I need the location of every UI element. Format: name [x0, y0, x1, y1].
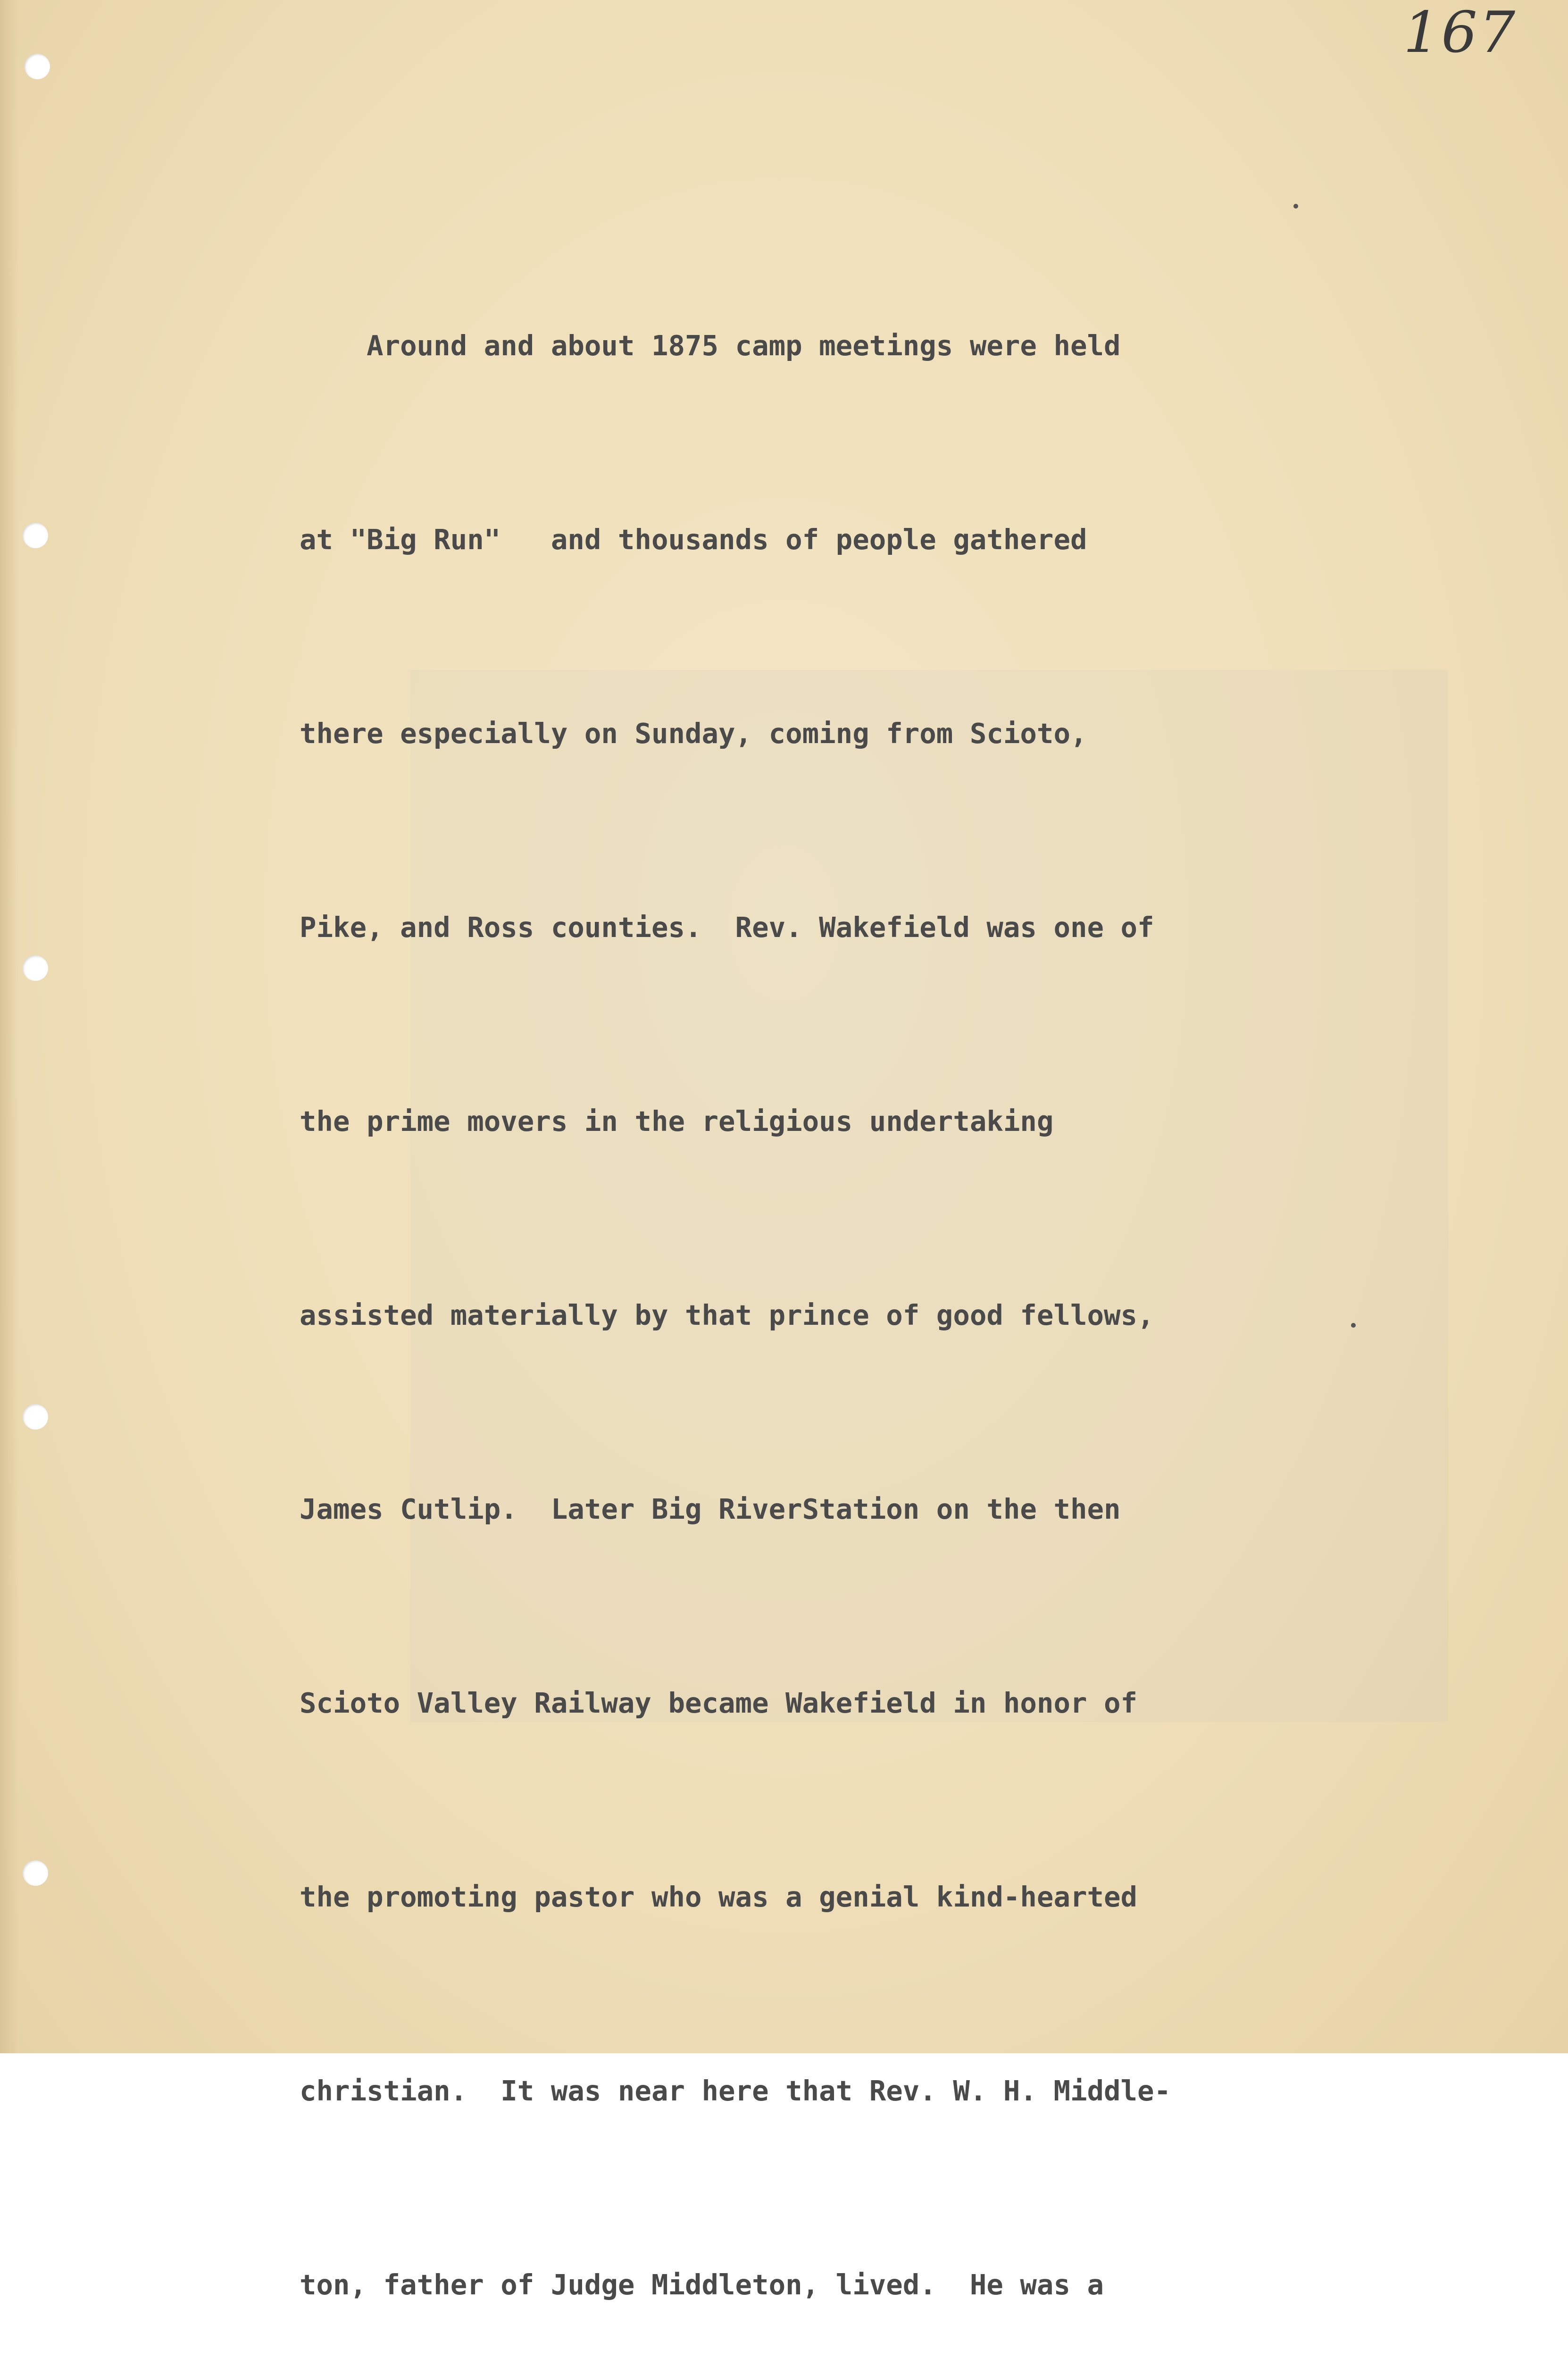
text-line: James Cutlip. Later Big RiverStation on the then	[300, 1493, 1121, 1525]
page-number: 167	[1403, 0, 1518, 66]
text-line: the promoting pastor who was a genial kind-hearted	[300, 1881, 1138, 1913]
text-line: assisted materially by that prince of good fellows,	[300, 1299, 1154, 1331]
punch-hole-4	[23, 1404, 48, 1430]
text-line: christian. It was near here that Rev. W. H. Middle-	[300, 2075, 1171, 2107]
text-line: Pike, and Ross counties. Rev. Wakefield was one of	[300, 911, 1154, 944]
text-line: Scioto Valley Railway became Wakefield in honor of	[300, 1687, 1138, 1719]
punch-hole-3	[23, 955, 48, 981]
text-line: Around and about 1875 camp meetings were held	[300, 329, 1121, 362]
typewritten-text-block	[300, 184, 1488, 2359]
punch-hole-5	[23, 1860, 48, 1886]
text-line: there especially on Sunday, coming from Scioto,	[300, 717, 1087, 750]
punch-hole-2	[23, 523, 48, 548]
punch-hole-1	[25, 54, 50, 79]
text-line: the prime movers in the religious undertaking	[300, 1105, 1054, 1138]
text-line: at "Big Run" and thousands of people gathered	[300, 523, 1087, 556]
text-line: ton, father of Judge Middleton, lived. He was a	[300, 2268, 1104, 2301]
